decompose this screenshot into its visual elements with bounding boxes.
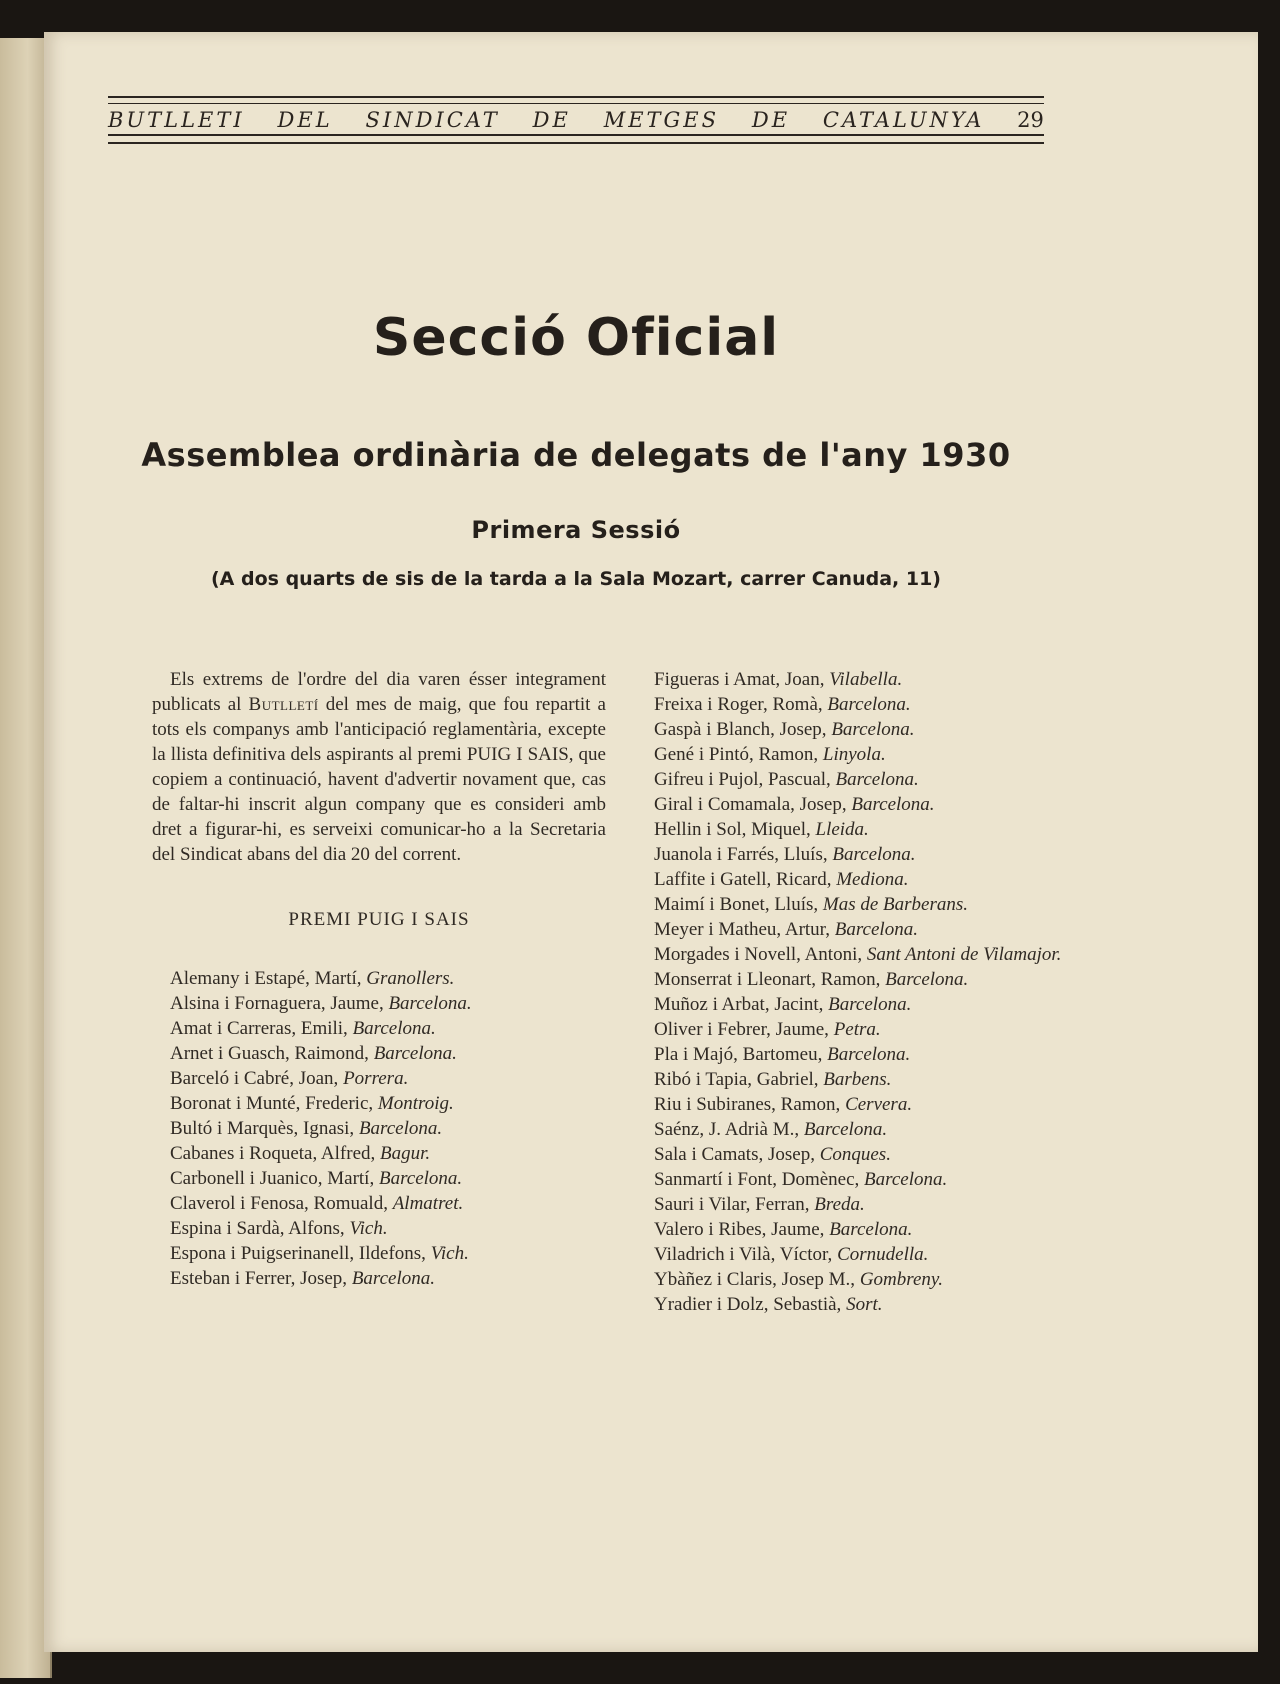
candidate-place: Sort. <box>846 1294 883 1315</box>
candidate-entry <box>636 892 1090 917</box>
candidate-place: Barcelona. <box>351 1268 436 1289</box>
candidate-name: Muñoz i Arbat, Jacint, <box>654 994 829 1015</box>
candidate-entry <box>636 792 1090 817</box>
candidate-name: Bultó i Marquès, Ignasi, <box>170 1118 359 1139</box>
candidate-place: Sant Antoni de Vilamajor. <box>866 944 1062 965</box>
candidate-name: Cabanes i Roqueta, Alfred, <box>170 1143 381 1164</box>
candidate-entry <box>152 1241 606 1266</box>
candidate-name: Laffite i Gatell, Ricard, <box>654 869 837 890</box>
candidate-place: Vich. <box>430 1243 469 1264</box>
candidate-entry <box>152 1041 606 1066</box>
candidate-name: Ribó i Tapia, Gabriel, <box>654 1069 824 1090</box>
head-word: DE <box>532 108 571 132</box>
candidate-place: Petra. <box>833 1019 881 1040</box>
candidate-entry <box>152 991 606 1016</box>
candidate-place: Barcelona. <box>358 1118 443 1139</box>
candidate-place: Vich. <box>349 1218 388 1239</box>
candidate-place: Breda. <box>814 1194 865 1215</box>
candidate-entry <box>152 1066 606 1091</box>
left-column <box>152 667 606 1291</box>
candidate-place: Bagur. <box>380 1143 431 1164</box>
candidate-place: Barcelona. <box>803 1119 888 1140</box>
candidate-entry <box>636 817 1090 842</box>
candidate-entry <box>636 717 1090 742</box>
head-rule-bottom <box>108 134 1044 144</box>
head-rule-top <box>108 96 1044 104</box>
candidate-entry <box>152 1216 606 1241</box>
candidate-name: Pla i Majó, Bartomeu, <box>654 1044 828 1065</box>
assembly-title: Assemblea ordinària de delegats de l'any 1930 <box>141 436 1011 474</box>
candidate-place: Barcelona. <box>832 844 916 865</box>
candidate-entry <box>152 1116 606 1141</box>
candidate-name: Sanmartí i Font, Domènec, <box>654 1169 865 1190</box>
candidate-entry <box>152 1266 606 1291</box>
candidate-name: Saénz, J. Adrià M., <box>654 1119 804 1140</box>
head-word: DEL <box>277 108 333 132</box>
candidate-entry <box>636 1167 1090 1192</box>
intro-text: del mes de maig, que fou repartit a tots els companys amb l'anticipació reglamentària, excepte la llista definitiva dels aspirants al premi PUIG I SAIS, que copiem a continuació, havent d'advertir novament que, cas de faltar-hi inscrit algun company que es consideri amb dret a figurar-hi, es serveixi comunicar-ho a la Secretaria del Sindicat abans del dia 20 del corrent. <box>152 694 606 865</box>
candidate-name: Freixa i Roger, Romà, <box>654 694 828 715</box>
candidate-list-left <box>152 966 606 1291</box>
candidate-place: Barcelona. <box>831 719 915 740</box>
head-word: SINDICAT <box>365 108 500 132</box>
candidate-name: Alemany i Estapé, Martí, <box>170 968 367 989</box>
candidate-place: Barbens. <box>823 1069 892 1090</box>
candidate-entry <box>152 966 606 991</box>
candidate-entry <box>636 917 1090 942</box>
candidate-entry <box>636 1142 1090 1167</box>
head-word: BUTLLETI <box>108 108 245 132</box>
candidate-name: Maimí i Bonet, Lluís, <box>654 894 823 915</box>
candidate-name: Hellin i Sol, Miquel, <box>654 819 816 840</box>
candidate-name: Espona i Puigserinanell, Ildefons, <box>170 1243 431 1264</box>
candidate-entry <box>152 1016 606 1041</box>
candidate-entry <box>636 842 1090 867</box>
candidate-place: Barcelona. <box>829 1219 913 1240</box>
candidate-place: Barcelona. <box>827 694 911 715</box>
candidate-place: Barcelona. <box>885 969 969 990</box>
candidate-place: Porrera. <box>343 1068 409 1089</box>
butlleti-reference: Butlletí <box>248 694 319 715</box>
candidate-place: Gombreny. <box>859 1269 944 1290</box>
section-title: Secció Oficial <box>372 308 780 368</box>
candidate-place: Cervera. <box>845 1094 913 1115</box>
candidate-place: Mediona. <box>836 869 909 890</box>
head-word: CATALUNYA <box>822 108 985 132</box>
candidate-place: Lleida. <box>815 819 869 840</box>
running-head <box>108 96 1044 144</box>
candidate-place: Barcelona. <box>835 769 919 790</box>
candidate-place: Barcelona. <box>828 994 912 1015</box>
candidate-name: Valero i Ribes, Jaume, <box>654 1219 830 1240</box>
candidate-place: Mas de Barberans. <box>822 894 969 915</box>
candidate-name: Claverol i Fenosa, Romuald, <box>170 1193 393 1214</box>
candidate-name: Sauri i Vilar, Ferran, <box>654 1194 815 1215</box>
candidate-entry <box>636 742 1090 767</box>
candidate-place: Barcelona. <box>851 794 935 815</box>
candidate-entry <box>636 1217 1090 1242</box>
candidate-name: Juanola i Farrés, Lluís, <box>654 844 833 865</box>
session-title: Primera Sessió <box>471 516 681 544</box>
candidate-name: Gené i Pintó, Ramon, <box>654 744 823 765</box>
candidate-name: Amat i Carreras, Emili, <box>170 1018 353 1039</box>
candidate-name: Alsina i Fornaguera, Jaume, <box>170 993 389 1014</box>
candidate-place: Barcelona. <box>834 919 918 940</box>
candidate-name: Sala i Camats, Josep, <box>654 1144 820 1165</box>
candidate-place: Barcelona. <box>378 1168 463 1189</box>
candidate-place: Barcelona. <box>373 1043 457 1064</box>
candidate-place: Cornudella. <box>837 1244 929 1265</box>
candidate-name: Espina i Sardà, Alfons, <box>170 1218 350 1239</box>
candidate-name: Barceló i Cabré, Joan, <box>170 1068 344 1089</box>
candidate-place: Barcelona. <box>352 1018 436 1039</box>
candidate-place: Linyola. <box>822 744 886 765</box>
page-number: 29 <box>1017 108 1044 132</box>
candidate-name: Arnet i Guasch, Raimond, <box>170 1043 374 1064</box>
right-column <box>636 667 1090 1317</box>
candidate-entry <box>636 692 1090 717</box>
candidate-name: Gaspà i Blanch, Josep, <box>654 719 832 740</box>
candidate-place: Granollers. <box>366 968 455 989</box>
candidate-place: Conques. <box>819 1144 891 1165</box>
candidate-entry <box>636 1242 1090 1267</box>
candidate-entry <box>636 1117 1090 1142</box>
candidate-place: Vilabella. <box>829 669 903 690</box>
candidate-place: Barcelona. <box>388 993 472 1014</box>
intro-paragraph <box>152 667 606 867</box>
candidate-name: Ybàñez i Claris, Josep M., <box>654 1269 860 1290</box>
candidate-entry <box>636 967 1090 992</box>
candidate-name: Boronat i Munté, Frederic, <box>170 1093 378 1114</box>
candidate-entry <box>636 667 1090 692</box>
candidate-entry <box>636 767 1090 792</box>
session-note: (A dos quarts de sis de la tarda a la Sala Mozart, carrer Canuda, 11) <box>211 568 941 590</box>
candidate-name: Carbonell i Juanico, Martí, <box>170 1168 379 1189</box>
candidate-place: Montroig. <box>377 1093 454 1114</box>
prize-heading: PREMI PUIG I SAIS <box>288 909 470 930</box>
candidate-entry <box>636 1292 1090 1317</box>
candidate-entry <box>636 867 1090 892</box>
candidate-name: Gifreu i Pujol, Pascual, <box>654 769 836 790</box>
candidate-name: Riu i Subiranes, Ramon, <box>654 1094 846 1115</box>
candidate-name: Viladrich i Vilà, Víctor, <box>654 1244 838 1265</box>
candidate-place: Barcelona. <box>864 1169 948 1190</box>
candidate-list-right <box>636 667 1090 1317</box>
candidate-place: Barcelona. <box>827 1044 911 1065</box>
head-word: METGES <box>603 108 720 132</box>
candidate-entry <box>636 1267 1090 1292</box>
candidate-place: Almatret. <box>392 1193 464 1214</box>
candidate-entry <box>636 1042 1090 1067</box>
candidate-name: Morgades i Novell, Antoni, <box>654 944 867 965</box>
candidate-name: Esteban i Ferrer, Josep, <box>170 1268 352 1289</box>
candidate-entry <box>636 1092 1090 1117</box>
candidate-entry <box>152 1166 606 1191</box>
candidate-name: Figueras i Amat, Joan, <box>654 669 830 690</box>
intro-text: Els extrems de l'ordre del dia varen ésser integrament publicats al <box>152 669 606 715</box>
candidate-name: Yradier i Dolz, Sebastià, <box>654 1294 847 1315</box>
candidate-name: Oliver i Febrer, Jaume, <box>654 1019 834 1040</box>
candidate-entry <box>636 942 1090 967</box>
candidate-entry <box>152 1191 606 1216</box>
head-word: DE <box>751 108 791 132</box>
candidate-entry <box>636 992 1090 1017</box>
candidate-entry <box>636 1067 1090 1092</box>
candidate-entry <box>636 1017 1090 1042</box>
candidate-entry <box>636 1192 1090 1217</box>
candidate-name: Meyer i Matheu, Artur, <box>654 919 835 940</box>
candidate-entry <box>152 1141 606 1166</box>
candidate-entry <box>152 1091 606 1116</box>
candidate-name: Giral i Comamala, Josep, <box>654 794 852 815</box>
candidate-name: Monserrat i Lleonart, Ramon, <box>654 969 886 990</box>
head-line <box>108 104 1044 134</box>
